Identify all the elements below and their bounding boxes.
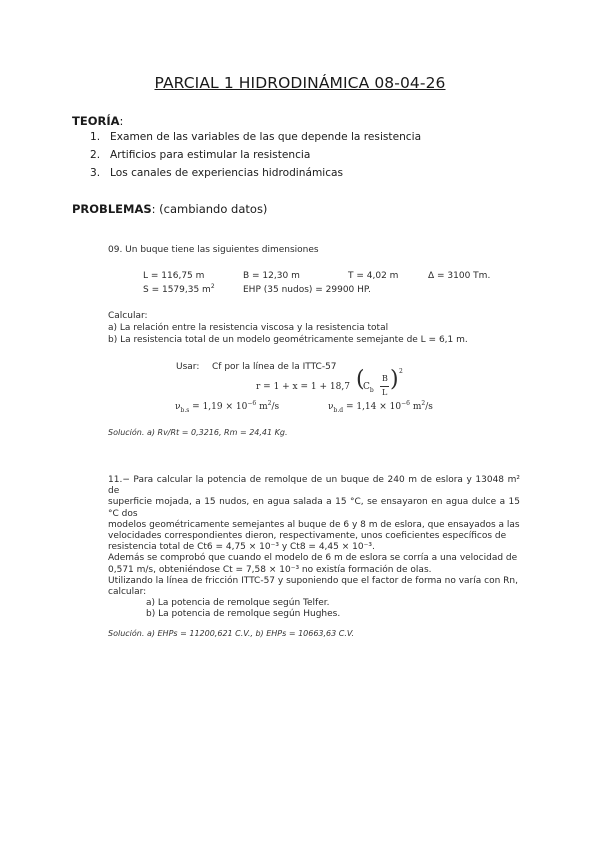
formula-frac-line — [380, 386, 389, 387]
problem-11 — [108, 475, 520, 621]
dim-beam: B = 12,30 m — [243, 271, 300, 281]
question-a: a) La potencia de remolque según Telfer. — [146, 598, 330, 609]
list-item: 2. Artificios para estimular la resistencia — [90, 149, 311, 161]
problem-11-line: Utilizando la línea de fricción ITTC-57 y suponiendo que el factor de forma no varía con Rn, — [108, 575, 518, 586]
list-item: 1. Examen de las variables de las que depende la resistencia — [90, 131, 422, 143]
viscosity-salt: $\nu_{b.s} = 1,19 \times 10^{-6}$ $m^2/s$ — [175, 400, 280, 414]
problem-11-line: velocidades correspondientes dieron, respectivamente, unos coeficientes específicos de — [108, 531, 507, 542]
dim-ehp: EHP (35 nudos) = 29900 HP. — [243, 285, 371, 295]
problem-11-line: resistencia total de Ct6 = 4,75 × 10⁻³ y Ct8 = 4,45 × 10⁻³. — [108, 542, 375, 553]
formula-exponent: 2 — [399, 368, 403, 375]
formula-frac-bottom: L — [382, 388, 388, 397]
problem-9-intro: 09. Un buque tiene las siguientes dimensiones — [108, 245, 319, 255]
problem-11-line: superficie mojada, a 15 nudos, en agua salada a 15 °C, se ensayaron en agua dulce a 15 °C dos — [108, 497, 520, 519]
form-factor-formula: r = 1 + x = 1 + 18,7 — [256, 382, 350, 392]
cf-line: Cf por la línea de la ITTC-57 — [212, 362, 337, 372]
problem-9-solution: Solución. a) Rv/Rt = 0,3216, Rm = 24,41 Kg. — [108, 428, 288, 437]
formula-paren-open: ( — [356, 367, 365, 392]
problem-11-line: 11.− Para calcular la potencia de remolque de un buque de 240 m de eslora y 13048 m² de — [108, 475, 520, 497]
problems-heading: PROBLEMAS: (cambiando datos) — [72, 202, 268, 216]
problem-11-line: 0,571 m/s, obteniéndose Ct = 7,58 × 10⁻³ no existía formación de olas. — [108, 564, 432, 575]
usar-label: Usar: — [176, 362, 200, 372]
formula-paren-close: ) — [390, 367, 399, 392]
dim-length: L = 116,75 m — [143, 271, 205, 281]
formula-cb: $C_b$ — [363, 382, 374, 394]
problem-11-line: calcular: — [108, 587, 147, 598]
problem-11-solution: Solución. a) EHPs = 11200,621 C.V., b) EHPs = 10663,63 C.V. — [108, 629, 355, 638]
question-b: b) La resistencia total de un modelo geométricamente semejante de L = 6,1 m. — [108, 335, 468, 345]
page-title: PARCIAL 1 HIDRODINÁMICA 08-04-26 — [154, 74, 446, 92]
problem-11-line: Además se comprobó que cuando el modelo de 6 m de eslora se corría a una velocidad de — [108, 553, 518, 564]
question-a: a) La relación entre la resistencia viscosa y la resistencia total — [108, 323, 389, 333]
dim-displacement: Δ = 3100 Tm. — [428, 271, 491, 281]
dim-wetted-surface: S = 1579,35 $m^2$ — [143, 283, 215, 295]
viscosity-fresh: $\nu_{b.d} = 1,14 \times 10^{-6}$ $m^2/s$ — [328, 400, 433, 414]
list-item: 3. Los canales de experiencias hidrodinámicas — [90, 167, 344, 179]
problem-11-line: modelos geométricamente semejantes al buque de 6 y 8 m de eslora, que ensayados a las — [108, 519, 520, 530]
calcular-label: Calcular: — [108, 311, 148, 321]
question-b: b) La potencia de remolque según Hughes. — [146, 609, 341, 620]
formula-frac-top: B — [382, 374, 388, 383]
theory-heading: TEORÍA: — [72, 114, 124, 128]
theory-list — [90, 128, 421, 182]
dim-draft: T = 4,02 m — [348, 271, 399, 281]
